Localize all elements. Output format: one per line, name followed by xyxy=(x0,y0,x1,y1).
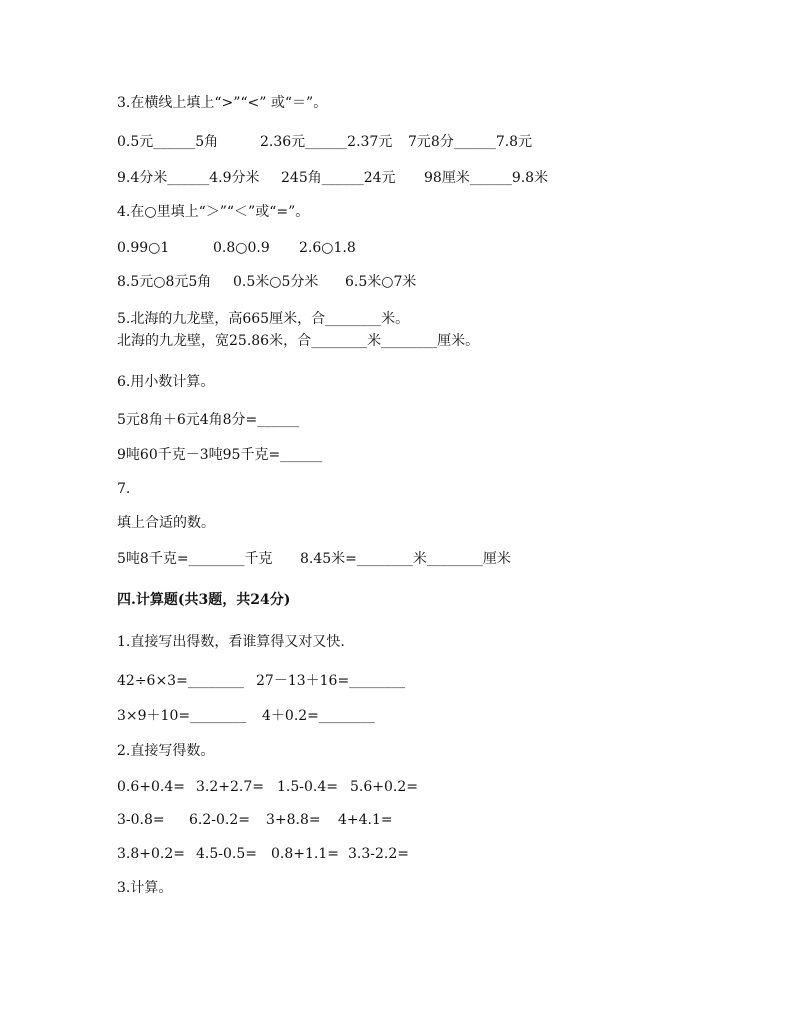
c2-row2-item-4: 4+4.1= xyxy=(338,812,393,828)
c2-row1-item-4: 5.6+0.2= xyxy=(350,779,418,795)
c3-title: 3.计算。 xyxy=(117,880,173,896)
q4-title: 4.在○里填上“＞”“＜”或“=”。 xyxy=(117,204,310,220)
q7-row-item-1: 5吨8千克=________千克 xyxy=(117,551,273,567)
c2-row1-item-2: 3.2+2.7= xyxy=(196,779,264,795)
q4-row1-item-1: 0.99○1 xyxy=(117,240,170,256)
q3-row2-item-2: 245角______24元 xyxy=(281,170,396,186)
c1-row2-item-2: 4＋0.2=________ xyxy=(262,708,375,724)
q3-row1-item-1: 0.5元______5角 xyxy=(117,134,219,150)
q7-title: 填上合适的数。 xyxy=(117,515,215,531)
q7-number: 7. xyxy=(117,481,131,497)
q3-row1-item-3: 7元8分______7.8元 xyxy=(408,134,533,150)
q5-line-2: 北海的九龙壁，宽25.86米，合________米________厘米。 xyxy=(117,333,480,349)
c2-row3-item-3: 0.8+1.1= xyxy=(271,846,339,862)
c2-title: 2.直接写得数。 xyxy=(117,743,215,759)
c2-row1-item-3: 1.5-0.4= xyxy=(277,779,338,795)
c2-row2-item-2: 6.2-0.2= xyxy=(189,812,250,828)
c2-row3-item-1: 3.8+0.2= xyxy=(117,846,185,862)
q3-row2-item-3: 98厘米______9.8米 xyxy=(424,170,549,186)
c1-title: 1.直接写出得数，看谁算得又对又快. xyxy=(117,634,345,650)
section-4-heading: 四.计算题(共3题，共24分) xyxy=(117,592,291,608)
q4-row2-item-3: 6.5米○7米 xyxy=(345,274,417,290)
c1-row1-item-2: 27－13＋16=________ xyxy=(256,673,406,689)
q4-row2-item-1: 8.5元○8元5角 xyxy=(117,274,212,290)
q4-row1-item-2: 0.8○0.9 xyxy=(213,240,270,256)
q4-row2-item-2: 0.5米○5分米 xyxy=(233,274,319,290)
c1-row2-item-1: 3×9＋10=________ xyxy=(117,708,247,724)
q4-row1-item-3: 2.6○1.8 xyxy=(299,240,356,256)
c1-row1-item-1: 42÷6×3=________ xyxy=(117,673,244,689)
c2-row2-item-3: 3+8.8= xyxy=(266,812,321,828)
q7-row-item-2: 8.45米=________米________厘米 xyxy=(300,551,511,567)
q5-line-1: 5.北海的九龙壁，高665厘米，合________米。 xyxy=(117,311,410,327)
c2-row1-item-1: 0.6+0.4= xyxy=(117,779,185,795)
q3-title: 3.在横线上填上“>”“<” 或“＝”。 xyxy=(117,95,328,111)
q6-title: 6.用小数计算。 xyxy=(117,374,215,390)
c2-row3-item-4: 3.3-2.2= xyxy=(348,846,409,862)
q3-row2-item-1: 9.4分米______4.9分米 xyxy=(117,170,260,186)
q3-row1-item-2: 2.36元______2.37元 xyxy=(260,134,393,150)
q6-line-1: 5元8角＋6元4角8分=______ xyxy=(117,412,300,428)
c2-row3-item-2: 4.5-0.5= xyxy=(196,846,257,862)
q6-line-2: 9吨60千克－3吨95千克=______ xyxy=(117,447,323,463)
c2-row2-item-1: 3-0.8= xyxy=(117,812,165,828)
